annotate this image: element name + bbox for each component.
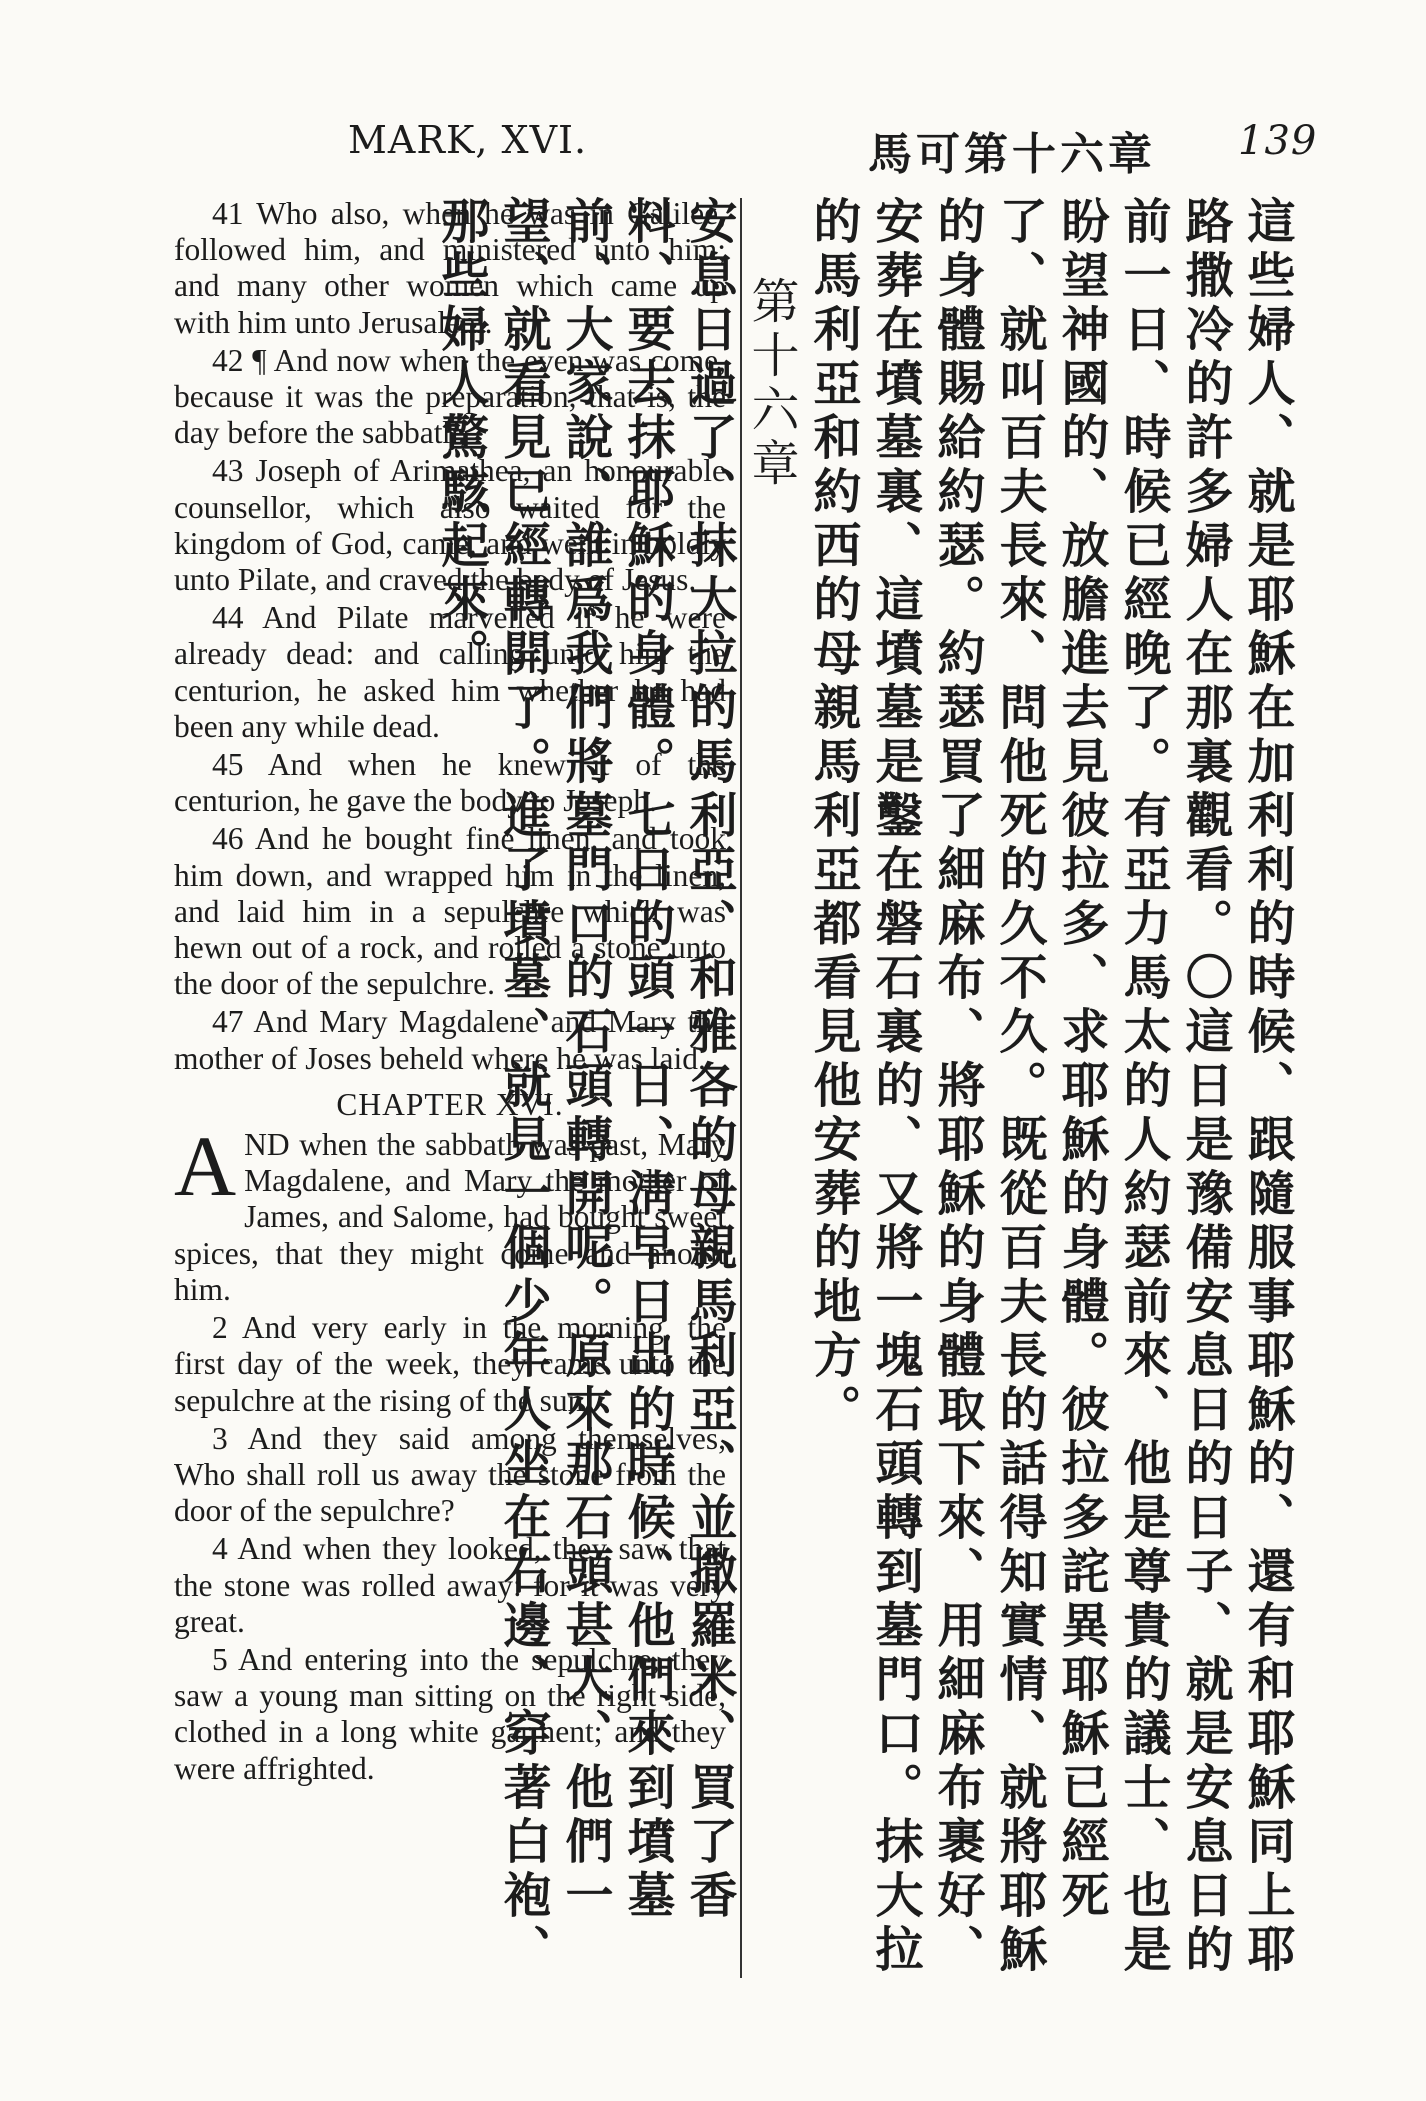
verse-47: 47 And Mary Magdalene and Mary the mother of Joses beheld where he was laid. bbox=[174, 1004, 726, 1076]
verse-46: 46 And he bought fine linen, and took him down, and wrapped him in the linen, and laid him in a sepulchre which was hewn out of a rock, and rolled a stone unto the door of the sepulchre. bbox=[174, 821, 726, 1002]
chinese-chapter-heading: 第十六章 bbox=[743, 276, 799, 492]
page-number: 139 bbox=[1238, 118, 1318, 164]
verse-2: 2 And very early in the morning, the first day of the week, they came unto the sepulchre at the rising of the sun. bbox=[174, 1310, 726, 1418]
running-header-english: MARK, XVI. bbox=[348, 118, 588, 162]
verse-44: 44 And Pilate marvelled if he were already dead: and calling unto him the centurion, he asked him whether he had been any while dead. bbox=[174, 600, 726, 744]
chinese-verses-41-47: 這些婦人、就是耶穌在加利利的時候、跟隨服事耶穌的、還有和耶穌同上耶路撒冷的許多婦人在那裏觀看。〇這日是豫備安息日的日子、就是安息日的前一日、時候已經晚了。有亞力馬太的人約瑟前來、他是尊貴的議士、也是盼望神國的、放膽進去見彼拉多、求耶穌的身體。彼拉多詫異耶穌已經死了、就叫百夫長來、問他死的久不久。既從百夫長的話得知實情、就將耶穌的身體賜給約瑟。約瑟買了細麻布、將耶穌的身體取下來、用細麻布裹好、安葬在墳墓裏、這墳墓是鑿在磐石裏的、又將一塊石頭轉到墓門口。抹大拉的馬利亞和約西的母親馬利亞都看見他安葬的地方。 bbox=[805, 196, 1295, 1978]
verse-42: 42 ¶ And now when the even was come, because it was the preparation, that is, the day before the sabbath, bbox=[174, 342, 726, 451]
chapter-heading: CHAPTER XVI. bbox=[336, 1086, 564, 1122]
drop-cap: A bbox=[174, 1118, 237, 1215]
verse-5: 5 And entering into the sepulchre, they saw a young man sitting on the right side, clothed in a long white garment; and they were affrighted. bbox=[174, 1641, 726, 1786]
verse-3: 3 And they said among themselves, Who shall roll us away the stone from the door of the sepulchre? bbox=[174, 1420, 726, 1529]
verse-45: 45 And when he knew it of the centurion, he gave the body to Joseph. bbox=[174, 747, 726, 819]
running-header-chinese: 馬可第十六章 bbox=[868, 129, 1156, 180]
verse-41: 41 Who also, when he was in Galilee, followed him, and ministered unto him; and many other women which came up with him unto Jerusalem. bbox=[174, 196, 726, 340]
verse-43: 43 Joseph of Arimathea, an honourable counsellor, which also waited for the kingdom of God, came, and went in boldly unto Pilate, and craved the body of Jesus. bbox=[174, 453, 726, 598]
verse-4: 4 And when they looked, they saw that the stone was rolled away: for it was very great. bbox=[174, 1531, 726, 1639]
chinese-verses-1-5: 安息日過了、抹大拉的馬利亞、和雅各的母親馬利亞、並撒羅米、買了香料、要去抹耶穌的身體。七日的頭一日、淸早日出的時候、他們來到墳墓前、大家說、誰爲我們將墓門口的石頭轉開呢。原來那石頭甚大、他們一望、就看見已經轉開了。進了墳墓、就見一個少年人坐在右邊、穿著白袍、那些婦人驚駭起來。 bbox=[433, 196, 737, 1978]
verse-1-text: ND when the sabbath was past, Mary Magdalene, and Mary the mother of James, and Salome, had bought sweet spices, that they might come and anoint him. bbox=[174, 1127, 726, 1307]
